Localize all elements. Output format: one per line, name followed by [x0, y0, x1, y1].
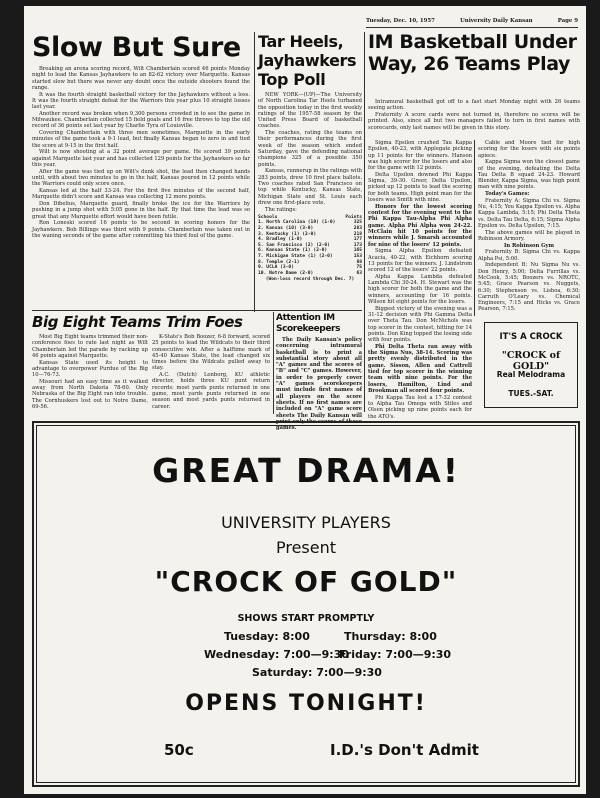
header-paper: University Daily Kansan: [460, 18, 533, 24]
paragraph: Honors for the lowest scoring contest for the evening went to the Phi Kappa Tau-Alpha Phi Alpha game. Alpha Phi Alpha won 24-22. McClain hit 10 points for the winners while J. Smarsh accounted for nine of the losers' 12 points.: [368, 203, 472, 248]
ad-price: 50c: [164, 741, 194, 759]
table-cell: 75: [356, 265, 362, 271]
showtime-friday: Friday: 7:00—9:30: [339, 648, 452, 661]
paragraph: Fraternity A score cards were not turned in, therefore no scores will be printed. Also, since all but two managers failed to turn in first names with scorecards, only last names will be given in this story.: [368, 111, 580, 131]
table-cell: 8. Temple (2-1): [258, 259, 300, 265]
ad-title: "CROCK OF GOLD": [154, 565, 458, 598]
table-row: [258, 271, 362, 277]
paragraph: The ratings:: [265, 206, 297, 213]
showtime-tuesday: Tuesday: 8:00: [224, 630, 310, 643]
showtime-saturday: Saturday: 7:00—9:30: [252, 666, 382, 679]
story-poll-body: [258, 92, 362, 213]
paragraph: The coaches, rating the teams on their performances during the first week of the season which ended Saturday, gave the defending national champions 325 of a possible 350 points.: [258, 130, 362, 168]
story-slow-but-sure: [32, 32, 250, 306]
header-page: Page 9: [557, 18, 578, 24]
im-column-2: [478, 140, 580, 316]
headline-big-eight: Big Eight Teams Trim Foes: [32, 313, 243, 331]
paragraph: Sigma Epsilon crushed Tau Kappa Epsilon, 40-23, with Applegate picking up 11 points for the winners. Hanson was high scorer for the losers and also for the game with 12 points.: [368, 140, 472, 172]
paragraph: Cable and Moore tied for high scoring for the losers with six points apiece.: [478, 140, 580, 159]
column-rule: [254, 32, 255, 312]
column-rule: [474, 140, 475, 316]
small-ad-line3: Real Melodrama: [496, 370, 566, 379]
paragraph: After the game was tied up on Wilt's dunk shot, the lead then changed hands until, with about two minutes to go in the half, Kansas poured in 12 points while the Warriors could only score once.: [32, 168, 250, 188]
table-cell: 63: [356, 270, 362, 276]
paragraph: Breaking an arena scoring record, Wilt Chamberlain scored 46 points Monday night to lead the Kansas Jayhawkers to an 82-62 victory over Marquette. Kansas started slow but there was never any doubt once the outside shooters found the range.: [32, 66, 250, 91]
paragraph: Fraternity A: Sigma Chi vs. Sigma Nu, 4:15; You Kappa Epsilon vs. Alpha Kappa Lambda, 5:15; Phi Delta Theta vs. Delta Tau Delta, 6:15; Sigma Alpha Epsilon vs. Delta Upsilon, 7:15.: [478, 197, 580, 230]
paragraph: Most Big Eight teams trimmed their non-conference foes to rate last night as Wilt Chamberlain led the parade by racking up 46 points against Marquette.: [32, 334, 148, 359]
paragraph: K-State's Bob Boozer, 6-8 forward, scored 25 points to lead the Wildcats to their third consecutive win. After a halftime mark of 45-40 Kansas State, the lead changed six times before the Wildcats pulled away to stay.: [152, 334, 270, 372]
paragraph: Kansas, runnerup in the ratings with 283 points, drew 10 first place ballots. Two coaches rated San Francisco on top while Kentucky, Kansas State, Michigan State and St. Louis each drew one first-place vote.: [258, 168, 362, 206]
newspaper-page: [24, 6, 586, 794]
table-cell: 88: [356, 259, 362, 265]
page-header: [366, 18, 578, 27]
paragraph: Intramural basketball got off to a fast start Monday night with 26 teams seeing action.: [368, 99, 580, 112]
table-cell: 177: [353, 237, 362, 243]
paragraph: A.C. (Dutch) Lonborg, KU athletic director, holds three KU punt return records: most yards punts returned in one game, most yards punts returned in one season and most yards punts returned in career.: [152, 372, 270, 410]
table-header-cell: Schools: [258, 214, 278, 220]
ad-headline: GREAT DRAMA!: [152, 451, 460, 490]
paragraph: Today's Games:: [485, 191, 530, 198]
paragraph: Kansas State used its height to advantage to overpower Purdue of the Big 10—76-73.: [32, 359, 148, 379]
showtime-thursday: Thursday: 8:00: [344, 630, 437, 643]
paragraph: Delta Upsilon downed Phi Kappa Sigma, 39-30. Greer, Delta Upsilon, picked up 12 points to lead the scoring for both teams. High point man for the losers was Smith with nine.: [368, 171, 472, 204]
header-date: Tuesday, Dec. 10, 1957: [366, 18, 435, 24]
small-ad-line2: "CROCK of GOLD": [501, 350, 561, 372]
paragraph: In Robinson Gym: [503, 242, 555, 249]
table-cell: 173: [353, 242, 362, 248]
headline-attention: Attention IM Scorekeepers: [276, 313, 341, 334]
table-cell: 10. Notre Dame (2-0): [258, 270, 314, 276]
section-rule: [32, 310, 362, 311]
table-cell: 325: [353, 220, 362, 226]
table-cell: 4. Bradley (1-0): [258, 237, 303, 243]
showtime-wednesday: Wednesday: 7:00—9:30: [204, 648, 349, 661]
paragraph: Ron Loneski scored 16 points to be second in scoring honors for the Jayhawkers. Bob Billings was third with 9 points. Chamberlain was taken out in the waning seconds of the game after committing his third foul of the game.: [32, 220, 250, 239]
table-cell: 153: [353, 253, 362, 259]
headline-slow-but-sure: Slow But Sure: [32, 32, 241, 63]
paragraph: NEW YORK—(UP)—The University of North Carolina Tar Heels turbaned the opposition today in the first weekly ratings of the 1957-58 season by the United Press Board of basketball coaches.: [258, 92, 362, 130]
ad-tagline: I.D.'s Don't Admit: [330, 741, 479, 759]
ad-organization: UNIVERSITY PLAYERS: [221, 513, 391, 532]
table-cell: 218: [353, 231, 362, 237]
paragraph: Phi Kappa Tau lost a 17-32 contest to Alpha Tau Omega with Stiles and Olsen picking up nine points each for the ATO's.: [368, 394, 472, 420]
column-rule: [364, 32, 365, 412]
story-slow-body: [32, 66, 250, 239]
column-rule: [273, 312, 274, 414]
small-ad-line1: IT'S A CROCK: [499, 332, 563, 342]
paragraph: Phi Delta Theta ran away with the Sigma Nus, 38-14. Scoring was pretty evenly distributed in the game. Sisson, Allen and Cattrell tied for top scorer in the winning team with nine points. For the losers, Hamilton, Lind and Brookman all scored four points.: [368, 343, 472, 394]
paragraph: Fraternity B: Sigma Chi vs. Kappa Alpha Psi, 5:00.: [478, 249, 580, 262]
paragraph: Independent B: Nu Sigma Nu vs. Don Henry, 5:00; Delta Furrillas vs. McCook, 5:45; Boozers vs. NROTC, 5:45; Grace Pearson vs. Nuggets, 6:30; Stephenson vs. Lisboa, 6:30; Carruth O'Leary vs. Chemical Engineers, 7:15 and Hicks vs. Grace Pearson, 7:15.: [478, 262, 580, 313]
paragraph: Don Dibelius, Marquette guard, finally broke the ice for the Warriors by pushing in a jump shot with 5:05 gone in the half. By that time the lead was so great that any Marquette effort would have been futile.: [32, 200, 250, 220]
ad-present: Present: [275, 538, 337, 557]
big-eight-column-1: [32, 334, 148, 414]
ad-shows-start: SHOWS START PROMPTLY: [237, 613, 375, 624]
table-cell: 7. Michigan State (1) (2-0): [258, 253, 333, 259]
ratings-footnote: (Won-loss record through Dec. 7): [265, 277, 355, 283]
table-cell: 1. North Carolina (19) (1-0): [258, 220, 336, 226]
great-drama-ad: [32, 421, 580, 787]
paragraph: Missouri had an easy time as it walked away from North Dakota 78-60. Only Nebraska of the Big Eight ran into trouble. The Cornhuskers lost out to Notre Dame, 69-56.: [32, 378, 148, 411]
im-column-1: [368, 140, 472, 420]
table-cell: 3. Kentucky (1) (2-0): [258, 231, 317, 237]
small-ad-line4: TUES.-SAT.: [508, 389, 554, 398]
paragraph: Kansas led at the half 33-24. For the first five minutes of the second half, Marquette didn't score and Kansas was collecting 12 more points.: [32, 187, 250, 201]
big-eight-column-2: [152, 334, 270, 414]
headline-im-basketball: IM Basketball Under Way, 26 Teams Play: [368, 31, 577, 75]
header-rule: [366, 27, 578, 28]
paragraph: It was the fourth straight basketball victory for the Jayhawkers without a loss. It was the fourth straight defeat for the Warriors this year plus 10 straight losses last year.: [32, 91, 250, 111]
table-cell: 165: [353, 248, 362, 254]
ad-opens-tonight: OPENS TONIGHT!: [185, 691, 427, 716]
ratings-table: [258, 215, 362, 283]
headline-tar-heels: Tar Heels, Jayhawkers Top Poll: [258, 32, 357, 89]
table-header-cell: Points: [345, 214, 362, 220]
table-cell: 2. Kansas (10) (3-0): [258, 226, 314, 231]
paragraph: Kappa Sigma won the closest game of the evening, defeating the Delta Tau Delta B squad 24-23. Howard Blender, Kappa Sigma, was high point man with nine points.: [478, 159, 580, 191]
paragraph: Wilt is now shooting at a 32 point average per game. He scored 39 points against Marquette last year and has collected 129 points for the Jayhawkers so far this year.: [32, 149, 250, 169]
attention-body: The Daily Kansan's policy concerning intramural basketball is to print a substantial story about all "A" games and the scores of "B" and "C" games. However, in order to properly cover "A" games scorekeepers must include first names of all players on the score sheets. If no first names are included on "A" game score sheets The Daily Kansan will print only the scores of those games.: [276, 337, 362, 432]
crock-small-ad: [484, 322, 578, 408]
paragraph: The above games will be played in Robinson Armory.: [478, 229, 580, 243]
paragraph: Another record was broken when 9,300 persons crowded in to see the game in Milwaukee. Chamberlain collected 15 field goals and 16 free throws to top the old record of 36 points set last year by Charlie Tyra of Louisville.: [32, 110, 250, 130]
paragraph: Sigma Alpha Epsilon defeated Acacia, 40-22, with Eichhorn scoring 13 points for the winners. J. Lindstrom scored 12 of the losers' 22 points.: [368, 248, 472, 274]
im-intro: [368, 99, 580, 139]
story-tar-heels-poll: [258, 32, 362, 308]
paragraph: Alpha Kappa Lambda defeated Lambda Chi 30-24. H. Stewart was the high scorer for both the game and the winners, accounting for 16 points. Wilson hit eight points for the losers.: [368, 273, 472, 305]
story-im-basketball: [368, 31, 580, 89]
table-cell: 6. Kansas State (1) (2-0): [258, 248, 328, 254]
table-cell: 5. San Francisco (2) (2-0): [258, 242, 330, 248]
table-cell: 9. UCLA (3-0): [258, 265, 294, 271]
table-cell: 283: [353, 226, 362, 231]
paragraph: Biggest victory of the evening was a 31-12 decision with Phi Gamma Delta over Theta Tau. Don McNichols was top scorer in the contest, hitting for 14 points. Don King topped the losing side with four points.: [368, 305, 472, 344]
story-attention: [276, 313, 362, 432]
paragraph: Covering Chamberlain with three men sometimes, Marquette in the early minutes of the game took a 9-1 lead, but finally Kansas began to zero in and tied the score at 9-15 in the first half.: [32, 130, 250, 149]
